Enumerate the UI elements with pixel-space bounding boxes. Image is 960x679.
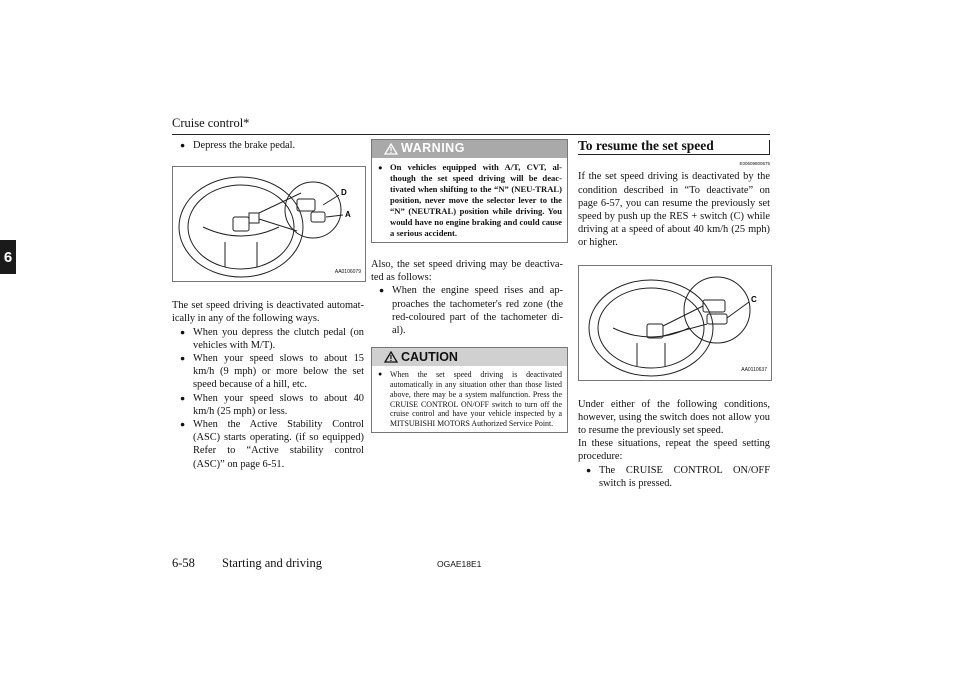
label-a: A bbox=[345, 210, 351, 220]
caution-box bbox=[371, 347, 568, 433]
chapter-tab: 6 bbox=[0, 240, 16, 274]
warning-header bbox=[372, 140, 567, 158]
footer-section: Starting and driving bbox=[222, 556, 322, 570]
warning-title: WARNING bbox=[401, 141, 465, 156]
list-item: ● When the Active Stability Control (ASC) starts operating. (if so equipped) Refer to “Active stability control (ASC)” on page 6-51. bbox=[172, 418, 364, 471]
caution-title: CAUTION bbox=[401, 349, 458, 364]
document-code: OGAE18E1 bbox=[437, 559, 482, 569]
paragraph-also: Also, the set speed driving may be deactiva-ted as follows: bbox=[371, 259, 563, 284]
caution-header bbox=[372, 348, 567, 366]
steering-wheel-illustration bbox=[173, 167, 365, 281]
caution-triangle-icon bbox=[384, 351, 398, 363]
list-item: ● When the engine speed rises and ap-proaches the tachometer's red zone (the red-coloured part of the tachometer di-al). bbox=[371, 284, 563, 337]
paragraph-conditions: Under either of the following conditions, however, using the switch does not allow you to resume the previously set speed. bbox=[578, 398, 770, 437]
steering-wheel-illustration bbox=[579, 266, 771, 380]
list-item: ● When your speed slows to about 40 km/h (25 mph) or less. bbox=[172, 392, 364, 418]
running-header: Cruise control* bbox=[172, 116, 250, 130]
label-c: C bbox=[751, 294, 757, 304]
steering-wheel-figure-1 bbox=[172, 166, 366, 282]
label-d: D bbox=[341, 188, 347, 198]
paragraph-resume: If the set speed driving is deactivated by the condition described in “To deactivate” on page 6-57, you can resume the previously set speed by push up the RES + switch (C) while driving at a speed of about 40 km/h (25 mph) or higher. bbox=[578, 171, 770, 249]
warning-triangle-icon bbox=[384, 143, 398, 155]
list-item: ● When you depress the clutch pedal (on vehicles with M/T). bbox=[172, 326, 364, 352]
warning-text: ● On vehicles equipped with A/T, CVT, al-though the set speed driving will be deac-tivated when shifting to the “N” (NEU-TRAL) position, never move the selector lever to the “N” (NEUTRAL) position while driving. You would have no engine braking and could cause a serious accident. bbox=[378, 162, 562, 239]
section-title: To resume the set speed bbox=[578, 139, 770, 155]
column-3 bbox=[578, 139, 770, 490]
caution-text: ● When the set speed driving is deactivated automatically in any situation other than those listed above, there may be a system malfunction. Press the CRUISE CONTROL ON/OFF switch to turn off the cruise control and have your vehicle inspected by a MITSUBISHI MOTORS Authorized Service Point. bbox=[378, 370, 562, 429]
column-1 bbox=[172, 139, 364, 471]
bullet-brake: ● Depress the brake pedal. bbox=[172, 139, 364, 152]
column-2 bbox=[371, 139, 563, 433]
steering-wheel-figure-2 bbox=[578, 265, 772, 381]
page-number: 6-58 bbox=[172, 556, 195, 570]
section-code: E00609800675 bbox=[739, 161, 770, 167]
list-item: ● The CRUISE CONTROL ON/OFF switch is pressed. bbox=[578, 464, 770, 490]
warning-box bbox=[371, 139, 568, 243]
figure-code: AA0110637 bbox=[741, 367, 767, 374]
intro-paragraph: The set speed driving is deactivated automat-ically in any of the following ways. bbox=[172, 300, 364, 325]
paragraph-repeat: In these situations, repeat the speed setting procedure: bbox=[578, 438, 770, 463]
header-rule bbox=[172, 134, 770, 135]
list-item: ● When your speed slows to about 15 km/h (9 mph) or more below the set speed because of a hill, etc. bbox=[172, 352, 364, 392]
figure-code: AA0106079 bbox=[334, 269, 361, 275]
